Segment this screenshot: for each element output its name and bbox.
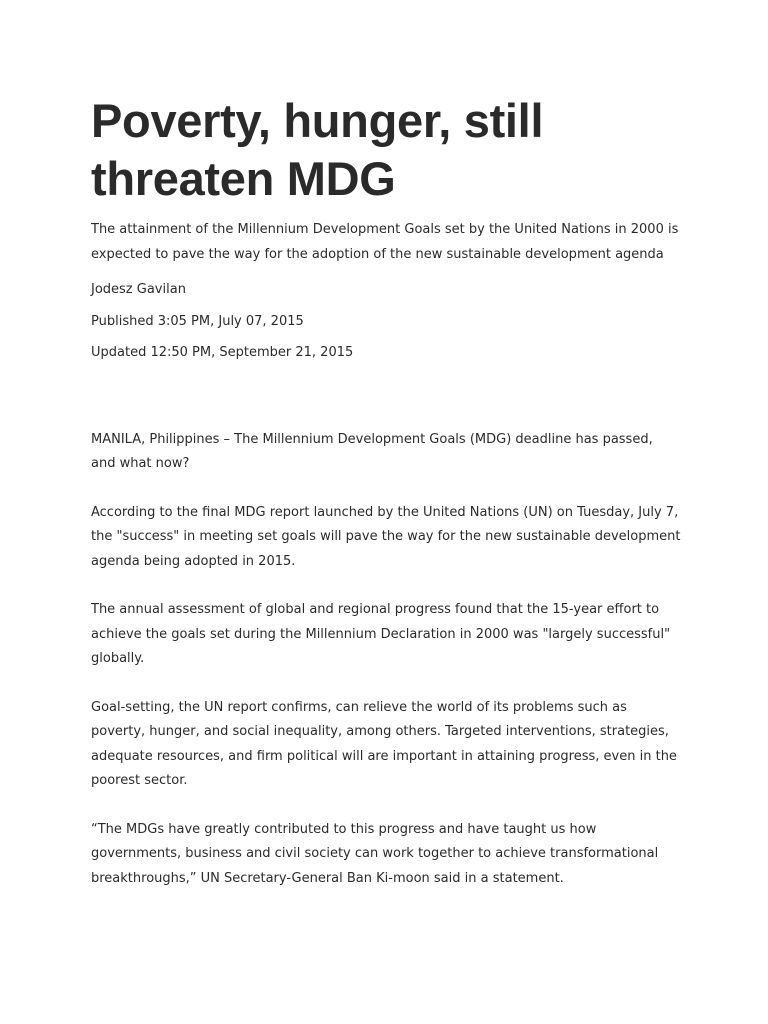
article-paragraph: “The MDGs have greatly contributed to this progress and have taught us how governments, business and civil society can work together to achieve transformational breakthroughs,” UN Secretary-General Ban Ki-moon said in a statement. bbox=[91, 821, 659, 886]
updated-date: Updated 12:50 PM, September 21, 2015 bbox=[91, 345, 354, 360]
article-paragraph: The annual assessment of global and regional progress found that the 15-year effort to achieve the goals set during the Millennium Declaration in 2000 was "largely successful" globally. bbox=[91, 602, 671, 666]
article-paragraph: According to the final MDG report launched by the United Nations (UN) on Tuesday, July 7, the "success" in meeting set goals will pave the way for the new sustainable development agenda being adopted in 2015. bbox=[91, 504, 681, 569]
article-paragraph: Goal-setting, the UN report confirms, can relieve the world of its problems such as poverty, hunger, and social inequality, among others. Targeted interventions, strategies, adequate resources, and firm political will are important in attaining progress, even in the poorest sector. bbox=[91, 699, 677, 788]
article bbox=[91, 92, 681, 915]
published-date: Published 3:05 PM, July 07, 2015 bbox=[91, 313, 304, 329]
article-lede: The attainment of the Millennium Development Goals set by the United Nations in 2000 is expected to pave the way for the adoption of the new sustainable development agenda bbox=[91, 222, 679, 262]
article-author: Jodesz Gavilan bbox=[91, 282, 186, 297]
article-paragraph: MANILA, Philippines – The Millennium Development Goals (MDG) deadline has passed, and what now? bbox=[91, 431, 653, 471]
article-title: Poverty, hunger, still threaten MDG bbox=[91, 94, 544, 205]
